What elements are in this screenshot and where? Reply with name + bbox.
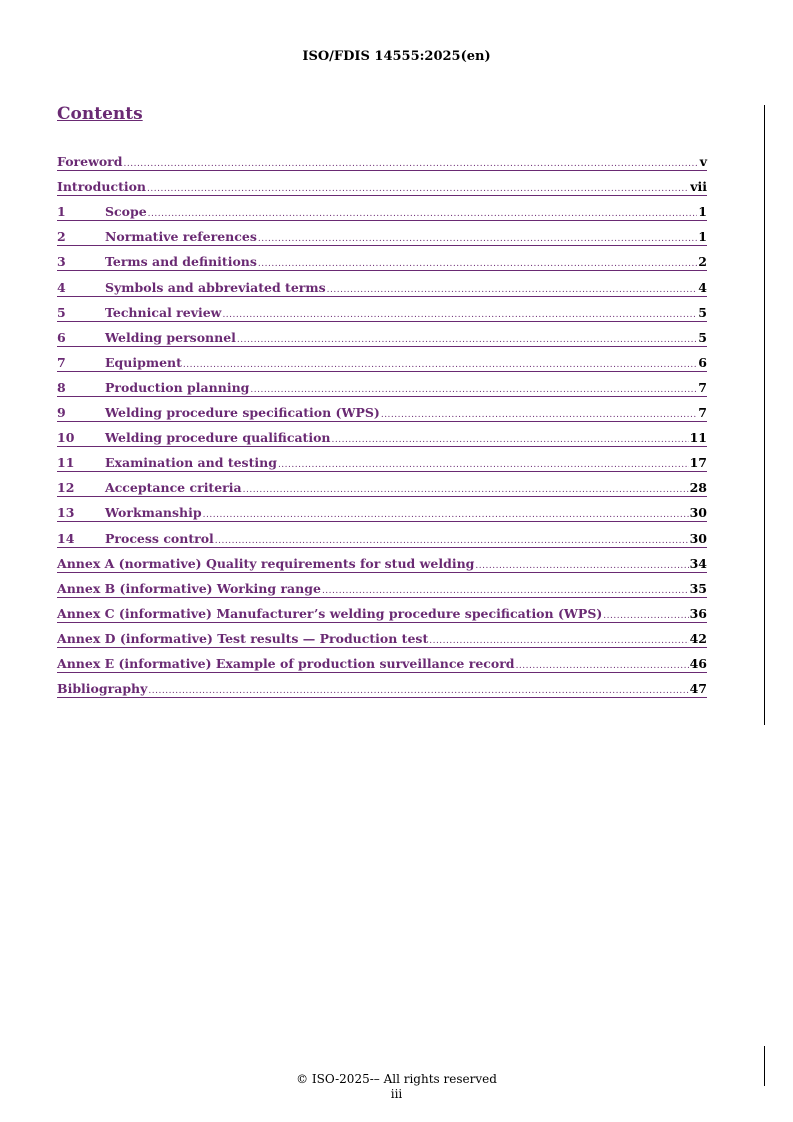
change-bar-top: [764, 105, 765, 725]
toc-entry-workmanship[interactable]: [57, 497, 707, 522]
toc-clause-number: 5: [57, 304, 66, 320]
toc-entry-technical-review[interactable]: [57, 297, 707, 322]
toc-entry-annex-b[interactable]: [57, 573, 707, 598]
toc-page-number: 7: [698, 379, 707, 395]
contents-heading: Contents: [57, 104, 143, 124]
toc-entry-examination-and-testing[interactable]: [57, 447, 707, 472]
toc-page-number: 34: [689, 555, 707, 571]
toc-leader-dots: [124, 155, 699, 169]
toc-entry-title: Workmanship: [105, 505, 202, 521]
toc-page-number: 42: [689, 630, 707, 646]
toc-entry-title: Acceptance criteria: [105, 480, 242, 496]
toc-entry-title: Bibliography: [57, 681, 148, 697]
toc-leader-dots: [183, 356, 697, 370]
toc-entry-title: Normative references: [105, 229, 257, 245]
toc-leader-dots: [243, 481, 689, 495]
toc-page-number: 36: [689, 605, 707, 621]
toc-entry-wps[interactable]: [57, 397, 707, 422]
toc-clause-number: 8: [57, 379, 66, 395]
toc-leader-dots: [148, 682, 688, 696]
toc-entry-title: Welding procedure specification (WPS): [105, 405, 380, 421]
toc-entry-foreword[interactable]: [57, 146, 707, 171]
toc-entry-title: Symbols and abbreviated terms: [105, 279, 326, 295]
toc-entry-title: Annex A (normative) Quality requirements for stud welding: [57, 555, 475, 571]
toc-page-number: 46: [689, 655, 707, 671]
toc-clause-number: 6: [57, 329, 66, 345]
toc-page-number: 5: [698, 329, 707, 345]
toc-entry-welding-procedure-qualification[interactable]: [57, 422, 707, 447]
toc-leader-dots: [237, 331, 697, 345]
toc-entry-symbols[interactable]: [57, 271, 707, 296]
toc-clause-number: 12: [57, 480, 75, 496]
toc-entry-title: Introduction: [57, 179, 147, 195]
toc-leader-dots: [147, 180, 689, 194]
toc-leader-dots: [603, 607, 688, 621]
toc-leader-dots: [258, 255, 697, 269]
toc-leader-dots: [332, 431, 689, 445]
toc-page-number: 5: [698, 304, 707, 320]
toc-entry-title: Scope: [105, 204, 147, 220]
toc-clause-number: 10: [57, 430, 75, 446]
toc-entry-normative-references[interactable]: [57, 221, 707, 246]
toc-entry-title: Examination and testing: [105, 455, 277, 471]
toc-leader-dots: [222, 306, 697, 320]
copyright-notice: © ISO-2025-– All rights reserved: [296, 1072, 497, 1086]
toc-entry-production-planning[interactable]: [57, 372, 707, 397]
toc-leader-dots: [203, 506, 689, 520]
toc-entry-equipment[interactable]: [57, 347, 707, 372]
toc-entry-title: Welding personnel: [105, 329, 236, 345]
toc-page-number: vii: [690, 179, 707, 195]
toc-entry-terms-and-definitions[interactable]: [57, 246, 707, 271]
toc-page-number: 1: [698, 204, 707, 220]
toc-entry-title: Production planning: [105, 379, 250, 395]
toc-page-number: 6: [698, 354, 707, 370]
table-of-contents: [57, 146, 707, 698]
toc-clause-number: 3: [57, 254, 66, 270]
toc-entry-title: Annex B (informative) Working range: [57, 580, 321, 596]
toc-page-number: 4: [698, 279, 707, 295]
toc-clause-number: 7: [57, 354, 66, 370]
toc-entry-annex-d[interactable]: [57, 623, 707, 648]
toc-page-number: 1: [698, 229, 707, 245]
toc-entry-welding-personnel[interactable]: [57, 322, 707, 347]
toc-leader-dots: [475, 557, 688, 571]
toc-page-number: 7: [698, 405, 707, 421]
toc-page-number: 35: [689, 580, 707, 596]
toc-leader-dots: [148, 205, 698, 219]
toc-leader-dots: [322, 582, 689, 596]
toc-entry-title: Annex E (informative) Example of production surveillance record: [57, 655, 515, 671]
toc-page-number: 47: [689, 681, 707, 697]
toc-clause-number: 2: [57, 229, 66, 245]
toc-entry-annex-c[interactable]: [57, 598, 707, 623]
toc-page-number: 2: [698, 254, 707, 270]
toc-entry-acceptance-criteria[interactable]: [57, 472, 707, 497]
toc-clause-number: 14: [57, 530, 75, 546]
toc-entry-introduction[interactable]: [57, 171, 707, 196]
toc-page-number: 30: [689, 530, 707, 546]
toc-leader-dots: [381, 406, 697, 420]
toc-entry-scope[interactable]: [57, 196, 707, 221]
toc-entry-title: Welding procedure qualification: [105, 430, 331, 446]
page-number: iii: [390, 1087, 403, 1101]
toc-leader-dots: [327, 281, 698, 295]
document-id-header: ISO/FDIS 14555:2025(en): [302, 49, 491, 64]
toc-entry-title: Annex C (informative) Manufacturer’s welding procedure specification (WPS): [57, 605, 603, 621]
toc-entry-title: Annex D (informative) Test results — Production test: [57, 630, 429, 646]
toc-entry-annex-a[interactable]: [57, 548, 707, 573]
toc-leader-dots: [429, 632, 688, 646]
toc-entry-title: Process control: [105, 530, 214, 546]
toc-clause-number: 4: [57, 279, 66, 295]
toc-clause-number: 11: [57, 455, 75, 471]
toc-page-number: 11: [689, 430, 707, 446]
toc-leader-dots: [250, 381, 697, 395]
toc-leader-dots: [516, 657, 689, 671]
toc-page-number: 30: [689, 505, 707, 521]
toc-clause-number: 1: [57, 204, 66, 220]
toc-leader-dots: [215, 532, 689, 546]
toc-entry-annex-e[interactable]: [57, 648, 707, 673]
toc-entry-title: Foreword: [57, 154, 123, 170]
toc-page-number: 17: [689, 455, 707, 471]
toc-clause-number: 13: [57, 505, 75, 521]
toc-clause-number: 9: [57, 405, 66, 421]
toc-entry-title: Terms and definitions: [105, 254, 257, 270]
toc-leader-dots: [258, 230, 697, 244]
toc-entry-process-control[interactable]: [57, 522, 707, 547]
toc-entry-bibliography[interactable]: [57, 673, 707, 698]
toc-page-number: v: [699, 154, 707, 170]
toc-entry-title: Technical review: [105, 304, 222, 320]
page-footer: [0, 1072, 793, 1102]
toc-leader-dots: [278, 456, 689, 470]
toc-entry-title: Equipment: [105, 354, 182, 370]
toc-page-number: 28: [689, 480, 707, 496]
